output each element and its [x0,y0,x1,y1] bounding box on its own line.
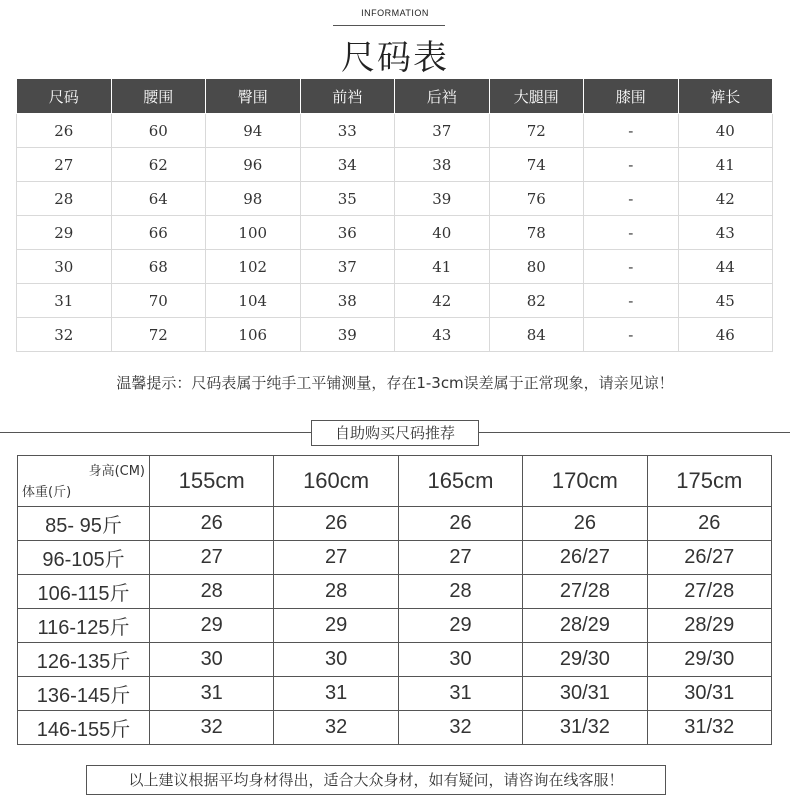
size-table-cell: 72 [489,114,584,148]
size-table-cell: 34 [300,148,395,182]
recommend-row [18,643,772,677]
size-table-cell: 96 [206,148,301,182]
size-table-cell: 30 [17,250,112,284]
recommended-size-cell: 30 [274,643,398,677]
size-table-cell: 39 [300,318,395,352]
weight-range-cell: 96-105斤 [18,541,150,575]
recommended-size-cell: 30/31 [647,677,771,711]
recommended-size-cell: 27/28 [647,575,771,609]
recommended-size-cell: 26/27 [523,541,647,575]
recommended-size-cell: 28/29 [523,609,647,643]
recommended-size-cell: 32 [274,711,398,745]
size-table-cell: 44 [678,250,773,284]
size-table-cell: 38 [395,148,490,182]
size-table-row [17,148,773,182]
size-table-cell: 43 [678,216,773,250]
recommended-size-cell: 26 [523,507,647,541]
size-table-header: 尺码 [17,79,112,114]
recommended-size-cell: 26/27 [647,541,771,575]
height-header: 175cm [647,456,771,507]
size-table-header: 前裆 [300,79,395,114]
recommended-size-cell: 31/32 [523,711,647,745]
size-table-header-row [17,79,773,114]
weight-range-cell: 106-115斤 [18,575,150,609]
height-header: 160cm [274,456,398,507]
size-table-cell: - [584,114,679,148]
size-table-cell: - [584,250,679,284]
size-table-cell: 82 [489,284,584,318]
size-table-cell: 37 [395,114,490,148]
size-table [16,78,773,352]
size-table-cell: 37 [300,250,395,284]
size-table-cell: 84 [489,318,584,352]
recommended-size-cell: 29/30 [647,643,771,677]
size-table-cell: 104 [206,284,301,318]
size-table-cell: 78 [489,216,584,250]
recommend-row [18,677,772,711]
size-table-header: 后裆 [395,79,490,114]
size-table-cell: 64 [111,182,206,216]
size-table-row [17,250,773,284]
recommended-size-cell: 29 [274,609,398,643]
size-table-cell: 46 [678,318,773,352]
recommended-size-cell: 27 [150,541,274,575]
recommend-row [18,541,772,575]
recommended-size-cell: 29 [398,609,522,643]
recommended-size-cell: 26 [150,507,274,541]
recommended-size-cell: 29/30 [523,643,647,677]
page-title: 尺码表 [341,38,449,78]
height-header: 170cm [523,456,647,507]
size-table-header: 裤长 [678,79,773,114]
size-table-cell: 45 [678,284,773,318]
recommend-row [18,507,772,541]
size-table-cell: 28 [17,182,112,216]
size-table-cell: 94 [206,114,301,148]
recommend-section-title: 自助购买尺码推荐 [311,420,479,446]
recommended-size-cell: 29 [150,609,274,643]
recommended-size-cell: 27 [274,541,398,575]
recommend-row [18,711,772,745]
recommended-size-cell: 31 [398,677,522,711]
recommended-size-cell: 30/31 [523,677,647,711]
size-table-cell: 62 [111,148,206,182]
size-table-cell: 100 [206,216,301,250]
recommended-size-cell: 32 [398,711,522,745]
recommended-size-cell: 31 [274,677,398,711]
size-table-row [17,182,773,216]
recommended-size-cell: 26 [274,507,398,541]
size-table-cell: 27 [17,148,112,182]
size-table-cell: 60 [111,114,206,148]
recommended-size-cell: 27/28 [523,575,647,609]
recommended-size-cell: 32 [150,711,274,745]
size-table-body [17,114,773,352]
size-table-row [17,284,773,318]
recommend-header-row [18,456,772,507]
recommended-size-cell: 28 [150,575,274,609]
size-table-cell: 40 [678,114,773,148]
recommended-size-cell: 26 [398,507,522,541]
size-table-row [17,216,773,250]
size-table-header: 腰围 [111,79,206,114]
recommended-size-cell: 26 [647,507,771,541]
header-divider [333,25,445,26]
size-table-cell: - [584,148,679,182]
header-subtitle: INFORMATION [361,8,429,18]
measurement-tip: 温馨提示：尺码表属于纯手工平铺测量，存在1-3cm误差属于正常现象，请亲见谅！ [116,374,674,392]
size-table-row [17,114,773,148]
size-table-cell: 39 [395,182,490,216]
size-table-cell: 74 [489,148,584,182]
weight-range-cell: 136-145斤 [18,677,150,711]
recommended-size-cell: 27 [398,541,522,575]
size-table-cell: 26 [17,114,112,148]
size-table-cell: 41 [678,148,773,182]
size-table-cell: 36 [300,216,395,250]
size-table-cell: 43 [395,318,490,352]
weight-range-cell: 146-155斤 [18,711,150,745]
height-header: 165cm [398,456,522,507]
recommend-row [18,609,772,643]
size-table-cell: - [584,318,679,352]
corner-weight-label: 体重(斤) [22,485,72,500]
size-table-cell: 33 [300,114,395,148]
size-table-cell: 106 [206,318,301,352]
recommend-table-body [18,507,772,745]
size-table-cell: 70 [111,284,206,318]
size-table-cell: 35 [300,182,395,216]
size-table-cell: 32 [17,318,112,352]
size-table-cell: 41 [395,250,490,284]
size-table-cell: 42 [678,182,773,216]
weight-range-cell: 126-135斤 [18,643,150,677]
size-table-cell: 38 [300,284,395,318]
size-table-cell: 68 [111,250,206,284]
recommended-size-cell: 31 [150,677,274,711]
weight-range-cell: 116-125斤 [18,609,150,643]
size-table-cell: 29 [17,216,112,250]
recommend-row [18,575,772,609]
size-table-cell: 102 [206,250,301,284]
footer-note: 以上建议根据平均身材得出，适合大众身材，如有疑问，请咨询在线客服！ [86,765,666,795]
size-table-cell: 66 [111,216,206,250]
recommend-corner-cell [18,456,150,507]
size-table-header: 臀围 [206,79,301,114]
size-table-cell: 76 [489,182,584,216]
size-table-row [17,318,773,352]
size-table-cell: 31 [17,284,112,318]
size-table-cell: - [584,284,679,318]
recommended-size-cell: 28 [398,575,522,609]
recommended-size-cell: 28 [274,575,398,609]
recommended-size-cell: 30 [150,643,274,677]
weight-range-cell: 85- 95斤 [18,507,150,541]
height-header: 155cm [150,456,274,507]
size-table-cell: 72 [111,318,206,352]
recommended-size-cell: 28/29 [647,609,771,643]
size-table-header: 膝围 [584,79,679,114]
recommended-size-cell: 30 [398,643,522,677]
size-table-cell: - [584,182,679,216]
size-table-cell: 40 [395,216,490,250]
corner-height-label: 身高(CM) [88,464,145,479]
recommend-table [17,455,772,745]
size-table-header: 大腿围 [489,79,584,114]
size-table-cell: - [584,216,679,250]
size-table-cell: 98 [206,182,301,216]
size-table-cell: 80 [489,250,584,284]
size-table-cell: 42 [395,284,490,318]
recommended-size-cell: 31/32 [647,711,771,745]
